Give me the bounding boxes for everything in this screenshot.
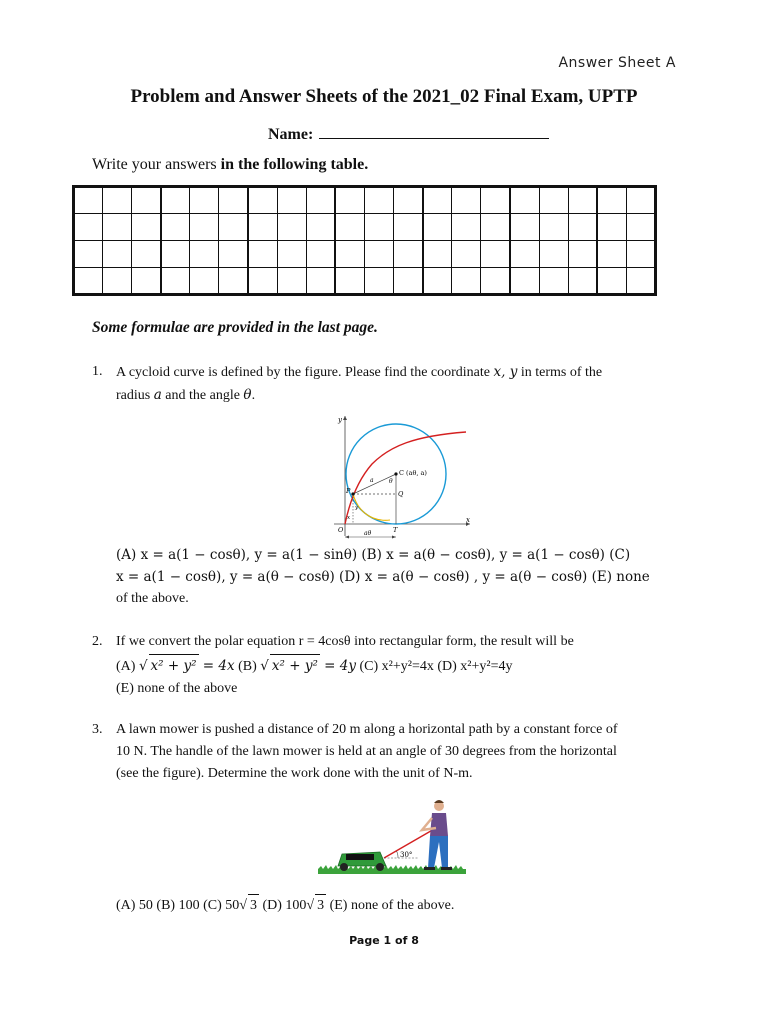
center-point: [394, 472, 397, 475]
answer-cell[interactable]: [597, 187, 626, 214]
question-1-number: 1.: [92, 364, 103, 379]
answer-cell[interactable]: [248, 241, 277, 268]
answer-cell[interactable]: [394, 268, 423, 295]
answer-cell[interactable]: [190, 241, 219, 268]
answer-cell[interactable]: [364, 187, 393, 214]
answer-cell[interactable]: [103, 268, 132, 295]
footer-page-word: Page: [349, 934, 380, 947]
q1-options-line-1: (A) x = a(1 − cosθ), y = a(1 − sinθ) (B) x = a(θ − cosθ), y = a(1 − cosθ) (C): [116, 547, 631, 563]
q2-opt-a-radicand: x² + y²: [149, 654, 199, 677]
answer-cell[interactable]: [161, 241, 190, 268]
q2-opt-a-rhs: = 4x: [198, 658, 235, 674]
q1-options-line-3: of the above.: [116, 591, 189, 606]
answer-cell[interactable]: [277, 187, 306, 214]
answer-cell[interactable]: [190, 214, 219, 241]
instructions-prefix: Write your answers: [92, 156, 221, 173]
answer-cell[interactable]: [597, 268, 626, 295]
person-jeans: [428, 836, 448, 868]
axis-y-label: y: [338, 416, 342, 424]
q3-opt-c-radicand: 3: [248, 894, 259, 917]
footer-current-page: 1: [383, 934, 392, 947]
answer-cell[interactable]: [248, 214, 277, 241]
answer-cell[interactable]: [510, 187, 539, 214]
answer-cell[interactable]: [306, 214, 335, 241]
mower-wheel-front: [340, 863, 348, 871]
answer-cell[interactable]: [597, 241, 626, 268]
answer-cell[interactable]: [161, 268, 190, 295]
answer-cell[interactable]: [74, 268, 103, 295]
answer-cell[interactable]: [481, 241, 510, 268]
lawn-mower-figure: [318, 796, 468, 878]
q2-opt-cd: (C) x²+y²=4x (D) x²+y²=4y: [356, 659, 513, 674]
q2-opt-a-label: (A): [116, 659, 139, 674]
answer-cell[interactable]: [74, 214, 103, 241]
answer-table-row: [74, 214, 656, 241]
axis-x-label: x: [466, 516, 470, 524]
answer-cell[interactable]: [335, 214, 364, 241]
q1-options-line-2: x = a(1 − cosθ), y = a(θ − cosθ) (D) x = a(θ − cosθ) , y = a(θ − cosθ) (E) none: [116, 569, 650, 585]
angle-label: 30°: [400, 851, 413, 859]
answer-cell[interactable]: [277, 241, 306, 268]
answer-cell[interactable]: [597, 214, 626, 241]
q1-text-b: in terms of the: [517, 365, 603, 380]
answer-cell[interactable]: [219, 268, 248, 295]
instructions-bold: in the following table.: [220, 156, 369, 173]
q2-options-line-1: (A) √ x² + y² = 4x (B) √ x² + y² = 4y (C) x²+y²=4x (D) x²+y²=4y: [116, 654, 686, 678]
answer-table-row: [74, 187, 656, 214]
point-p: [351, 492, 354, 495]
answer-cell[interactable]: [510, 268, 539, 295]
answer-cell[interactable]: [481, 214, 510, 241]
answer-cell[interactable]: [568, 214, 597, 241]
answer-cell[interactable]: [481, 187, 510, 214]
question-2-options: [116, 654, 686, 700]
label-t: T: [393, 526, 398, 534]
answer-table: [72, 185, 657, 296]
footer-of-word: of: [395, 934, 408, 947]
answer-cell[interactable]: [132, 214, 161, 241]
sheet-label: Answer Sheet A: [558, 55, 676, 71]
cycloid-figure: [328, 408, 478, 542]
answer-cell[interactable]: [161, 214, 190, 241]
answer-cell[interactable]: [510, 241, 539, 268]
answer-cell[interactable]: [132, 241, 161, 268]
answer-cell[interactable]: [306, 241, 335, 268]
q1-var-theta: θ: [243, 387, 252, 403]
question-3-options: (A) 50 (B) 100 (C) 50√ 3 (D) 100√ 3 (E) none of the above.: [116, 894, 686, 917]
label-atheta: aθ: [364, 530, 372, 537]
answer-cell[interactable]: [190, 268, 219, 295]
label-p: P: [346, 487, 351, 495]
answer-cell[interactable]: [248, 268, 277, 295]
answer-cell[interactable]: [103, 241, 132, 268]
answer-cell[interactable]: [306, 268, 335, 295]
cycloid-curve: [345, 432, 466, 524]
q3-opt-abc: (A) 50 (B) 100 (C) 50: [116, 898, 240, 913]
answer-cell[interactable]: [277, 268, 306, 295]
answer-cell[interactable]: [132, 268, 161, 295]
answer-cell[interactable]: [626, 241, 655, 268]
answer-table-row: [74, 241, 656, 268]
answer-cell[interactable]: [248, 187, 277, 214]
answer-cell[interactable]: [74, 241, 103, 268]
person-shoe-left: [424, 867, 435, 870]
answer-cell[interactable]: [510, 214, 539, 241]
arc-segment: [353, 494, 390, 520]
q2-opt-b-rhs: = 4y: [319, 658, 356, 674]
q1-var-a: a: [153, 387, 162, 403]
q3-line-2: 10 N. The handle of the lawn mower is held at an angle of 30 degrees from the horizontal: [116, 744, 617, 759]
question-3-number: 3.: [92, 722, 103, 737]
answer-cell[interactable]: [423, 268, 452, 295]
answer-cell[interactable]: [626, 187, 655, 214]
label-theta: θ: [389, 478, 393, 485]
label-y-small: y: [355, 505, 359, 511]
answer-cell[interactable]: [161, 187, 190, 214]
answer-cell[interactable]: [219, 187, 248, 214]
angle-arc: [397, 851, 399, 858]
answer-cell[interactable]: [452, 214, 481, 241]
y-axis-arrow: [343, 416, 347, 420]
q3-line-1: A lawn mower is pushed a distance of 20 m along a horizontal path by a constant force of: [116, 722, 618, 737]
name-blank-line: [319, 124, 549, 139]
page-title: Problem and Answer Sheets of the 2021_02 Final Exam, UPTP: [130, 86, 638, 107]
answer-cell[interactable]: [103, 214, 132, 241]
q1-var-xy: x, y: [493, 364, 518, 380]
answer-cell[interactable]: [219, 214, 248, 241]
answer-cell[interactable]: [335, 268, 364, 295]
answer-cell[interactable]: [423, 241, 452, 268]
answer-cell[interactable]: [568, 187, 597, 214]
answer-cell[interactable]: [539, 214, 568, 241]
answer-cell[interactable]: [539, 268, 568, 295]
q1-text-d: and the angle: [161, 388, 244, 403]
answer-cell[interactable]: [277, 214, 306, 241]
answer-cell[interactable]: [452, 268, 481, 295]
answer-cell[interactable]: [568, 268, 597, 295]
answer-cell[interactable]: [539, 187, 568, 214]
answer-cell[interactable]: [394, 214, 423, 241]
answer-cell[interactable]: [306, 187, 335, 214]
q2-opt-b-radicand: x² + y²: [270, 654, 320, 677]
page-footer: [0, 934, 768, 947]
q2-opt-e: (E) none of the above: [116, 681, 238, 696]
answer-cell[interactable]: [364, 214, 393, 241]
answer-cell[interactable]: [423, 187, 452, 214]
answer-cell[interactable]: [394, 241, 423, 268]
answer-cell[interactable]: [103, 187, 132, 214]
mower-engine: [346, 854, 374, 860]
instructions: [92, 156, 368, 174]
question-3-text: [116, 719, 676, 785]
question-1-text: [116, 361, 676, 407]
person-shirt: [430, 813, 448, 836]
answer-cell[interactable]: [568, 241, 597, 268]
answer-cell[interactable]: [190, 187, 219, 214]
q3-line-3: (see the figure). Determine the work done with the unit of N-m.: [116, 766, 473, 781]
answer-cell[interactable]: [335, 241, 364, 268]
mower-wheel-rear: [376, 863, 384, 871]
formula-note: Some formulae are provided in the last page.: [92, 319, 378, 336]
label-x-small: x: [347, 515, 351, 521]
answer-cell[interactable]: [74, 187, 103, 214]
q3-opt-d-radicand: 3: [315, 894, 326, 917]
answer-cell[interactable]: [452, 187, 481, 214]
answer-cell[interactable]: [539, 241, 568, 268]
label-o: O: [338, 526, 344, 534]
question-2-number: 2.: [92, 634, 103, 649]
q1-text-a: A cycloid curve is defined by the figure. Please find the coordinate: [116, 365, 494, 380]
answer-cell[interactable]: [394, 187, 423, 214]
q3-opt-d: (D) 100: [258, 898, 307, 913]
label-q: Q: [398, 490, 404, 498]
answer-cell[interactable]: [364, 241, 393, 268]
answer-cell[interactable]: [452, 241, 481, 268]
q1-text-e: .: [251, 388, 256, 403]
answer-cell[interactable]: [219, 241, 248, 268]
label-a: a: [370, 477, 374, 484]
label-c: C (aθ, a): [399, 469, 427, 477]
answer-cell[interactable]: [423, 214, 452, 241]
dimension-arrow-left: [345, 536, 349, 539]
person-hair: [434, 800, 444, 803]
answer-cell[interactable]: [364, 268, 393, 295]
answer-cell[interactable]: [132, 187, 161, 214]
question-2-text: If we convert the polar equation r = 4cosθ into rectangular form, the result will be: [116, 634, 574, 649]
name-field-row: [268, 124, 549, 144]
answer-cell[interactable]: [335, 187, 364, 214]
q3-opt-e: (E) none of the above.: [326, 898, 455, 913]
name-label: Name:: [268, 126, 314, 143]
dimension-arrow-right: [392, 536, 396, 539]
answer-table-row: [74, 268, 656, 295]
answer-cell[interactable]: [626, 214, 655, 241]
q2-opt-b-label: (B): [234, 659, 261, 674]
question-1-options: [116, 544, 686, 610]
person-shoe-right: [441, 867, 452, 870]
q1-text-c: radius: [116, 388, 154, 403]
answer-cell[interactable]: [626, 268, 655, 295]
answer-cell[interactable]: [481, 268, 510, 295]
footer-total-pages: 8: [411, 934, 419, 947]
